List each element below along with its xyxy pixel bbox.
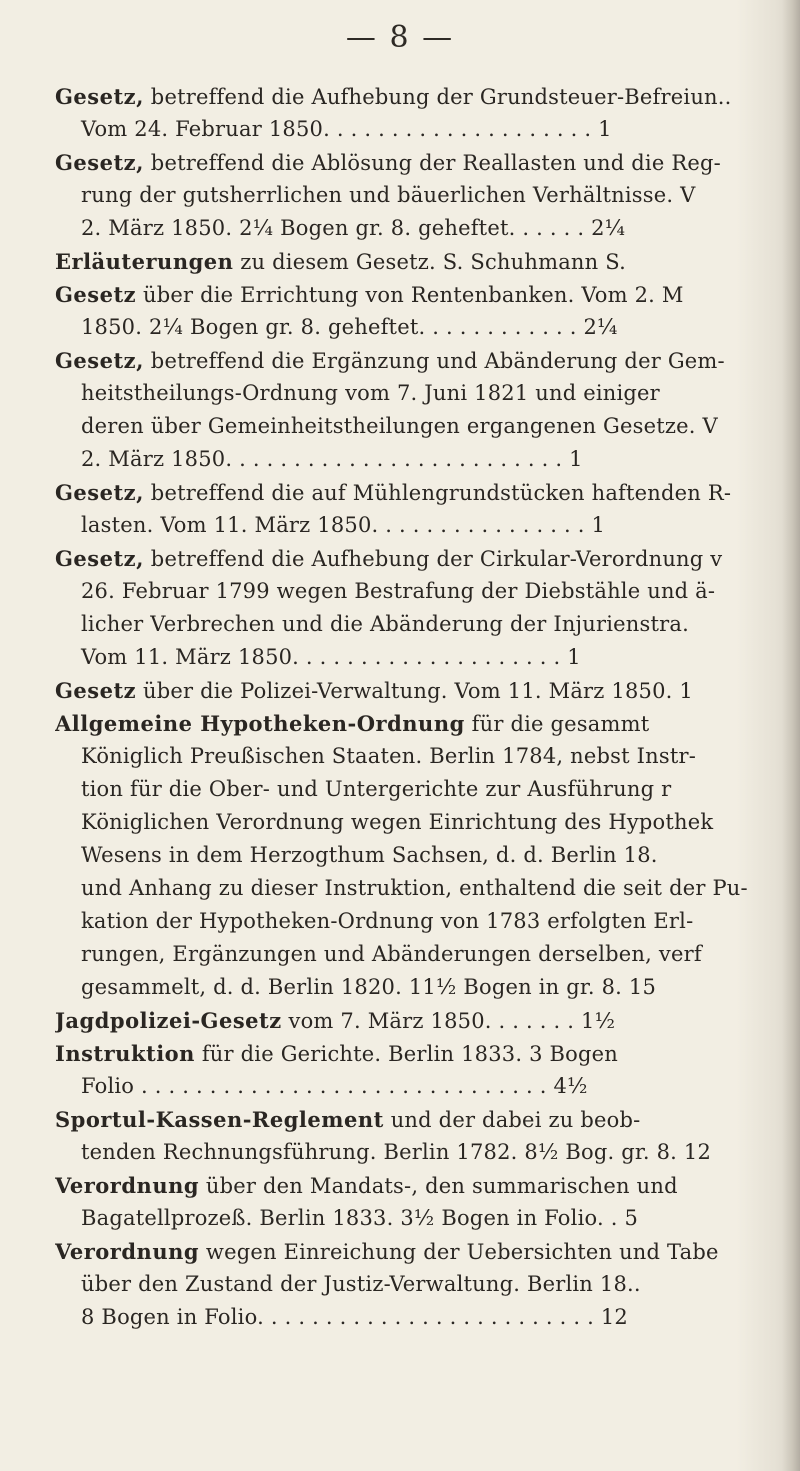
catalog-entry [55, 1169, 785, 1235]
entry-text: heitstheilungs-Ordnung vom 7. Juni 1821 und einiger [81, 381, 660, 405]
entry-text: Bagatellprozeß. Berlin 1833. 3½ Bogen in Folio. . 5 [81, 1206, 639, 1230]
entry-title: Gesetz, [55, 150, 144, 175]
entry-line [55, 542, 785, 575]
entry-text: gesammelt, d. d. Berlin 1820. 11½ Bogen in gr. 8. 15 [81, 975, 657, 999]
entry-text: für die gesammt [464, 712, 650, 736]
entry-line [55, 905, 785, 938]
catalog-entry [55, 476, 785, 542]
entry-text: tion für die Ober- und Untergerichte zur Ausführung r [81, 777, 672, 801]
entry-line [55, 707, 785, 740]
entry-line [55, 971, 785, 1004]
catalog-entry [55, 245, 785, 278]
entry-line [55, 674, 785, 707]
entry-line [55, 773, 785, 806]
entry-title: Erläuterungen [55, 249, 234, 274]
entry-title: Verordnung [55, 1173, 200, 1198]
entry-line [55, 938, 785, 971]
entry-title: Allgemeine Hypotheken-Ordnung [55, 711, 465, 736]
catalog-entry [55, 1037, 785, 1103]
entry-title: Gesetz, [55, 348, 144, 373]
entry-text: kation der Hypotheken-Ordnung von 1783 erfolgten Erl- [81, 909, 694, 933]
entry-line [55, 311, 785, 344]
entry-line [55, 839, 785, 872]
entry-line [55, 872, 785, 905]
entry-text: 26. Februar 1799 wegen Bestrafung der Diebstähle und ä- [81, 579, 716, 603]
entry-text: über die Polizei-Verwaltung. Vom 11. März 1850. 1 [136, 679, 693, 703]
entry-title: Gesetz, [55, 84, 144, 109]
entry-line [55, 1070, 785, 1103]
entry-text: für die Gerichte. Berlin 1833. 3 Bogen [194, 1042, 618, 1066]
entry-title: Instruktion [55, 1041, 195, 1066]
entry-title: Gesetz, [55, 546, 144, 571]
entry-text: Königlichen Verordnung wegen Einrichtung des Hypothek [81, 810, 714, 834]
entry-line [55, 1103, 785, 1136]
entry-text: 2. März 1850. 2¼ Bogen gr. 8. geheftet. . . . . . 2¼ [81, 216, 626, 240]
catalog-entry [55, 80, 785, 146]
entry-line [55, 1235, 785, 1268]
entry-text: zu diesem Gesetz. S. Schuhmann S. [233, 250, 626, 274]
catalog-entry [55, 1004, 785, 1037]
entry-line [55, 575, 785, 608]
entry-text: Folio . . . . . . . . . . . . . . . . . . . . . . . . . . . . . . 4½ [81, 1074, 588, 1098]
entry-text: über den Zustand der Justiz-Verwaltung. Berlin 18.. [81, 1272, 641, 1296]
entry-line [55, 80, 785, 113]
entry-text: und Anhang zu dieser Instruktion, enthaltend die seit der Pu- [81, 876, 748, 900]
entry-text: 1850. 2¼ Bogen gr. 8. geheftet. . . . . . . . . . . . 2¼ [81, 315, 618, 339]
entry-line [55, 245, 785, 278]
catalog-entry [55, 146, 785, 245]
entry-text: rungen, Ergänzungen und Abänderungen derselben, verf [81, 942, 702, 966]
entry-title: Gesetz, [55, 480, 144, 505]
entry-text: licher Verbrechen und die Abänderung der Injurienstra. [81, 612, 689, 636]
catalog-entry [55, 542, 785, 674]
entry-line [55, 113, 785, 146]
entry-text: lasten. Vom 11. März 1850. . . . . . . . . . . . . . . . 1 [81, 513, 606, 537]
entry-text: tenden Rechnungsführung. Berlin 1782. 8½ Bog. gr. 8. 12 [81, 1140, 712, 1164]
entry-line [55, 344, 785, 377]
entry-title: Gesetz [55, 678, 137, 703]
entry-title: Sportul-Kassen-Reglement [55, 1107, 384, 1132]
entry-text: über die Errichtung von Rentenbanken. Vom 2. M [136, 283, 684, 307]
catalog-entry [55, 1103, 785, 1169]
catalog-entry [55, 674, 785, 707]
entry-list [55, 80, 785, 1334]
entry-line [55, 443, 785, 476]
entry-line [55, 1169, 785, 1202]
entry-line [55, 608, 785, 641]
entry-text: über den Mandats-, den summarischen und [199, 1174, 678, 1198]
entry-text: betreffend die Aufhebung der Cirkular-Verordnung v [143, 547, 723, 571]
entry-line [55, 1202, 785, 1235]
entry-line [55, 476, 785, 509]
entry-title: Gesetz [55, 282, 137, 307]
entry-text: Vom 24. Februar 1850. . . . . . . . . . . . . . . . . . . . 1 [81, 117, 612, 141]
catalog-entry [55, 278, 785, 344]
entry-line [55, 1136, 785, 1169]
entry-text: betreffend die Ablösung der Reallasten und die Reg- [143, 151, 721, 175]
entry-line [55, 1301, 785, 1334]
entry-line [55, 278, 785, 311]
entry-text: und der dabei zu beob- [383, 1108, 641, 1132]
entry-line [55, 1037, 785, 1070]
entry-line [55, 410, 785, 443]
entry-line [55, 212, 785, 245]
entry-text: Wesens in dem Herzogthum Sachsen, d. d. Berlin 18. [81, 843, 658, 867]
entry-line [55, 377, 785, 410]
entry-title: Jagdpolizei-Gesetz [55, 1008, 282, 1033]
entry-line [55, 1268, 785, 1301]
entry-text: wegen Einreichung der Uebersichten und Tabe [199, 1240, 719, 1264]
entry-text: deren über Gemeinheitstheilungen ergangenen Gesetze. V [81, 414, 718, 438]
entry-text: Königlich Preußischen Staaten. Berlin 1784, nebst Instr- [81, 744, 696, 768]
entry-line [55, 806, 785, 839]
entry-text: betreffend die auf Mühlengrundstücken haftenden R- [143, 481, 732, 505]
entry-text: vom 7. März 1850. . . . . . . 1½ [281, 1009, 616, 1033]
entry-text: rung der gutsherrlichen und bäuerlichen Verhältnisse. V [81, 183, 696, 207]
entry-line [55, 509, 785, 542]
catalog-entry [55, 1235, 785, 1334]
entry-text: Vom 11. März 1850. . . . . . . . . . . . . . . . . . . . 1 [81, 645, 581, 669]
entry-title: Verordnung [55, 1239, 200, 1264]
page-number: — 8 — [345, 20, 455, 55]
catalog-entry [55, 344, 785, 476]
catalog-entry [55, 707, 785, 1004]
entry-text: betreffend die Ergänzung und Abänderung der Gem- [143, 349, 725, 373]
entry-text: 2. März 1850. . . . . . . . . . . . . . . . . . . . . . . . . 1 [81, 447, 583, 471]
entry-line [55, 1004, 785, 1037]
entry-line [55, 179, 785, 212]
entry-line [55, 641, 785, 674]
entry-line [55, 740, 785, 773]
entry-text: 8 Bogen in Folio. . . . . . . . . . . . . . . . . . . . . . . . . 12 [81, 1305, 628, 1329]
entry-text: betreffend die Aufhebung der Grundsteuer-Befreiun.. [143, 85, 732, 109]
entry-line [55, 146, 785, 179]
